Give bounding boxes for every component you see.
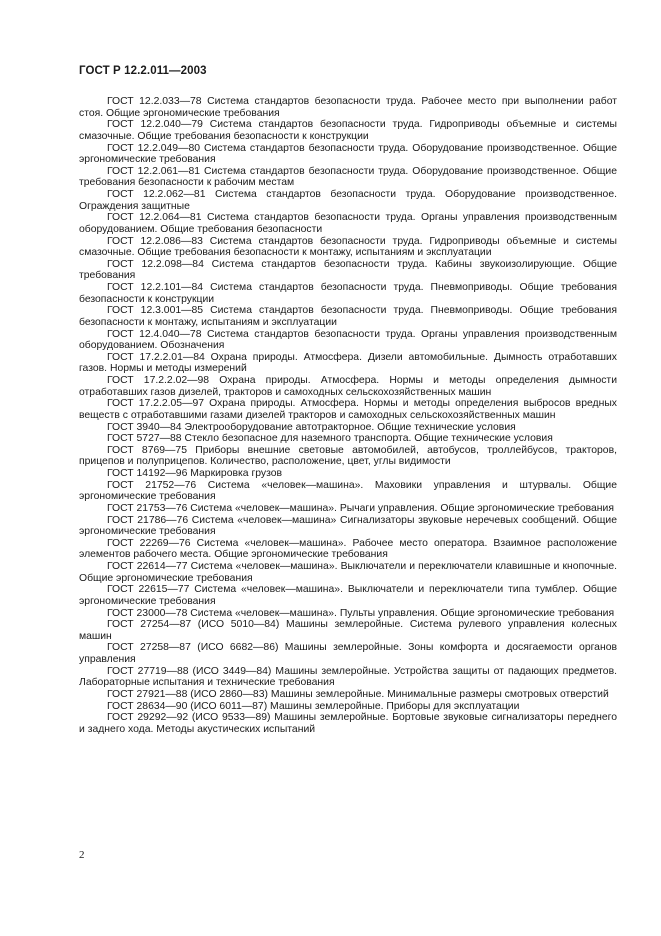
reference-entry: ГОСТ 21753—76 Система «человек—машина». Рычаги управления. Общие эргономические требования <box>107 502 614 514</box>
reference-entry: ГОСТ 12.4.040—78 Система стандартов безопасности труда. Органы управления производственным оборудованием. Обозначения <box>79 328 617 352</box>
reference-entry: ГОСТ 17.2.2.01—84 Охрана природы. Атмосфера. Дизели автомобильные. Дымность отработавших газов. Нормы и методы измерений <box>79 351 617 375</box>
reference-entry: ГОСТ 12.2.062—81 Система стандартов безопасности труда. Оборудование производственное. Ограждения защитные <box>79 189 617 212</box>
reference-entry: ГОСТ 27258—87 (ИСО 6682—86) Машины землеройные. Зоны комфорта и досягаемости органов управления <box>79 642 617 665</box>
reference-entry: ГОСТ 3940—84 Электрооборудование автотракторное. Общие технические условия <box>107 421 516 433</box>
reference-entry: ГОСТ 12.2.033—78 Система стандартов безопасности труда. Рабочее место при выполнении работ стоя. Общие эргономические требования <box>79 96 617 119</box>
document-header: ГОСТ Р 12.2.011—2003 <box>79 65 207 77</box>
reference-entry: ГОСТ 27254—87 (ИСО 5010—84) Машины землеройные. Система рулевого управления колесных машин <box>79 619 617 642</box>
reference-entry: ГОСТ 17.2.2.05—97 Охрана природы. Атмосфера. Нормы и методы определения выбросов вредных веществ с отработавшими газами дизелей тракторов и самоходных сельскохозяйственных машин <box>79 398 617 421</box>
reference-entry: ГОСТ 17.2.2.02—98 Охрана природы. Атмосфера. Нормы и методы определения дымности отработавших газов дизелей, тракторов и самоходных сельскохозяйственных машин <box>79 375 617 398</box>
reference-entry: ГОСТ 22615—77 Система «человек—машина». Выключатели и переключатели типа тумблер. Общие эргономические требования <box>79 584 617 607</box>
reference-entry: ГОСТ 27921—88 (ИСО 2860—83) Машины землеройные. Минимальные размеры смотровых отверстий <box>107 688 609 700</box>
reference-entry: ГОСТ 21752—76 Система «человек—машина». Маховики управления и штурвалы. Общие эргономические требования <box>79 479 617 503</box>
reference-entry: ГОСТ 27719—88 (ИСО 3449—84) Машины землеройные. Устройства защиты от падающих предметов. Лабораторные испытания и технические требования <box>79 665 617 689</box>
reference-entry: ГОСТ 21786—76 Система «человек—машина» Сигнализаторы звуковые неречевых сообщений. Общие эргономические требования <box>79 514 617 538</box>
reference-entry: ГОСТ 12.2.086—83 Система стандартов безопасности труда. Гидроприводы объемные и системы смазочные. Общие требования безопасности к монтажу, испытаниям и эксплуатации <box>79 235 617 259</box>
reference-entry: ГОСТ 12.3.001—85 Система стандартов безопасности труда. Пневмоприводы. Общие требования безопасности к монтажу, испытаниям и эксплуатации <box>79 305 617 328</box>
reference-entry: ГОСТ 22614—77 Система «человек—машина». Выключатели и переключатели клавишные и кнопочные. Общие эргономические требования <box>79 561 617 584</box>
reference-entry: ГОСТ 12.2.098—84 Система стандартов безопасности труда. Кабины звукоизолирующие. Общие требования <box>79 258 617 282</box>
reference-entry: ГОСТ 22269—76 Система «человек—машина». Рабочее место оператора. Взаимное расположение элементов рабочего места. Общие эргономические требования <box>79 537 617 561</box>
reference-entry: ГОСТ 8769—75 Приборы внешние световые автомобилей, автобусов, троллейбусов, тракторов, прицепов и полуприцепов. Количество, расположение, цвет, углы видимости <box>79 444 617 468</box>
normative-references-list <box>79 96 617 735</box>
reference-entry: ГОСТ 12.2.101—84 Система стандартов безопасности труда. Пневмоприводы. Общие требования безопасности к конструкции <box>79 282 617 305</box>
reference-entry: ГОСТ 12.2.061—81 Система стандартов безопасности труда. Оборудование производственное. Общие требования безопасности к рабочим местам <box>79 165 617 189</box>
reference-entry: ГОСТ 12.2.064—81 Система стандартов безопасности труда. Органы управления производственным оборудованием. Общие требования безопасности <box>79 212 617 235</box>
reference-entry: ГОСТ 12.2.049—80 Система стандартов безопасности труда. Оборудование производственное. Общие эргономические требования <box>79 142 617 166</box>
reference-entry: ГОСТ 23000—78 Система «человек—машина». Пульты управления. Общие эргономические требования <box>107 607 615 619</box>
reference-entry: ГОСТ 12.2.040—79 Система стандартов безопасности труда. Гидроприводы объемные и системы смазочные. Общие требования безопасности к конструкции <box>79 119 617 142</box>
reference-entry: ГОСТ 14192—96 Маркировка грузов <box>107 468 283 479</box>
reference-entry: ГОСТ 28634—90 (ИСО 6011—87) Машины землеройные. Приборы для эксплуатации <box>107 700 520 712</box>
page-number: 2 <box>79 849 85 861</box>
reference-entry: ГОСТ 5727—88 Стекло безопасное для наземного транспорта. Общие технические условия <box>107 433 553 445</box>
reference-entry: ГОСТ 29292—92 (ИСО 9533—89) Машины землеройные. Бортовые звуковые сигнализаторы переднего и заднего хода. Методы акустических испытаний <box>79 712 617 735</box>
